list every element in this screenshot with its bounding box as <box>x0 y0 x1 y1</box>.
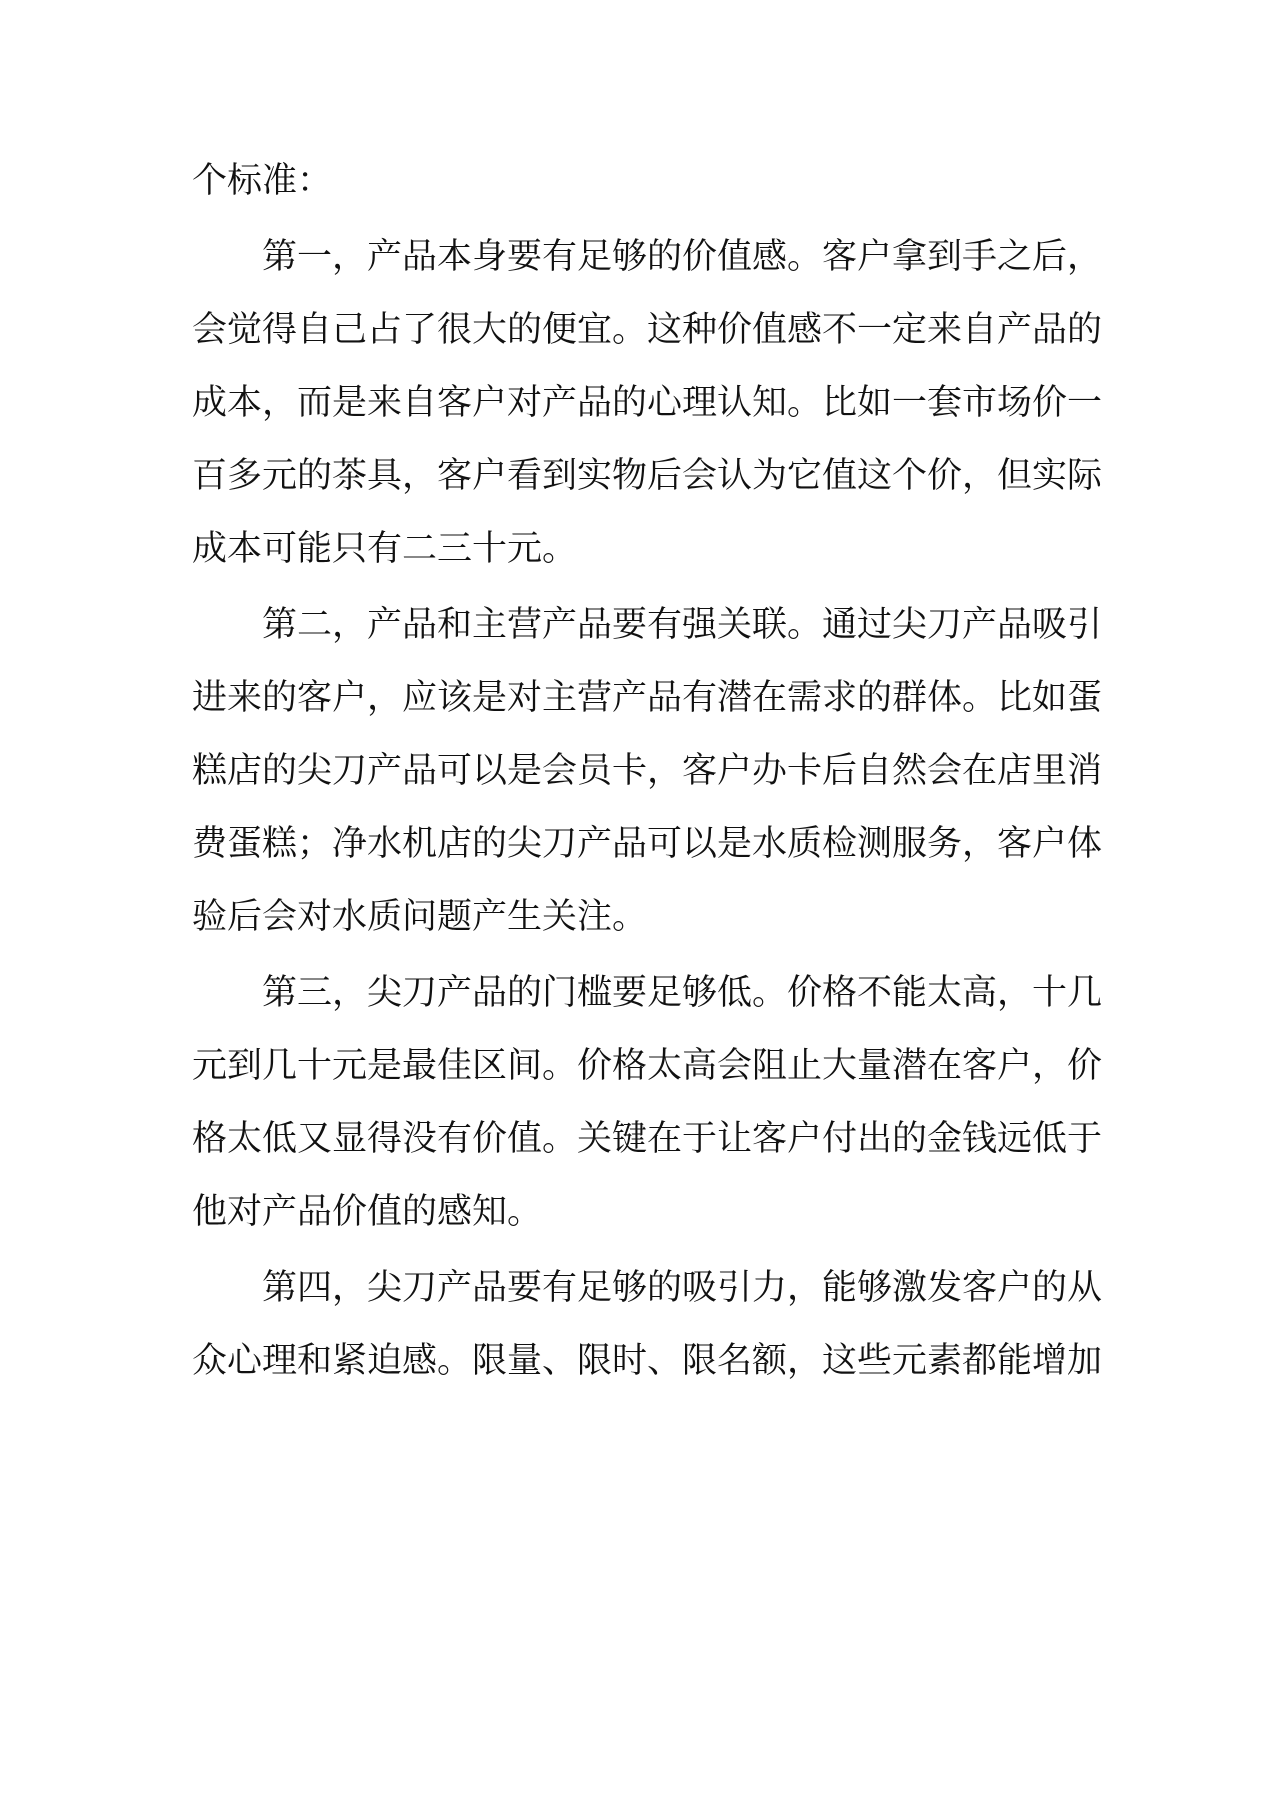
text-line: 他对产品价值的感知。 <box>192 1192 543 1232</box>
text-line: 糕店的尖刀产品可以是会员卡，客户办卡后自然会在店里消 <box>192 751 1103 791</box>
text-line: 验后会对水质问题产生关注。 <box>192 897 648 937</box>
text-line: 成本，而是来自客户对产品的心理认知。比如一套市场价一 <box>192 383 1103 423</box>
text-line: 会觉得自己占了很大的便宜。这种价值感不一定来自产品的 <box>192 310 1103 350</box>
text-line: 格太低又显得没有价值。关键在于让客户付出的金钱远低于 <box>192 1119 1103 1159</box>
text-line: 成本可能只有二三十元。 <box>192 529 578 569</box>
text-line: 费蛋糕；净水机店的尖刀产品可以是水质检测服务，客户体 <box>192 824 1103 864</box>
text-line: 个标准： <box>192 161 333 201</box>
text-line: 元到几十元是最佳区间。价格太高会阻止大量潜在客户，价 <box>192 1046 1103 1086</box>
paragraph-3-line-1: 第三，尖刀产品的门槛要足够低。价格不能太高，十几 <box>262 973 1103 1013</box>
text-line: 进来的客户，应该是对主营产品有潜在需求的群体。比如蛋 <box>192 678 1103 718</box>
paragraph-4-line-1: 第四，尖刀产品要有足够的吸引力，能够激发客户的从 <box>262 1268 1103 1308</box>
text-line: 百多元的茶具，客户看到实物后会认为它值这个价，但实际 <box>192 456 1103 496</box>
text-line: 众心理和紧迫感。限量、限时、限名额，这些元素都能增加 <box>192 1341 1103 1381</box>
paragraph-2-line-1: 第二，产品和主营产品要有强关联。通过尖刀产品吸引 <box>262 605 1103 645</box>
paragraph-1-line-1: 第一，产品本身要有足够的价值感。客户拿到手之后， <box>262 237 1103 277</box>
